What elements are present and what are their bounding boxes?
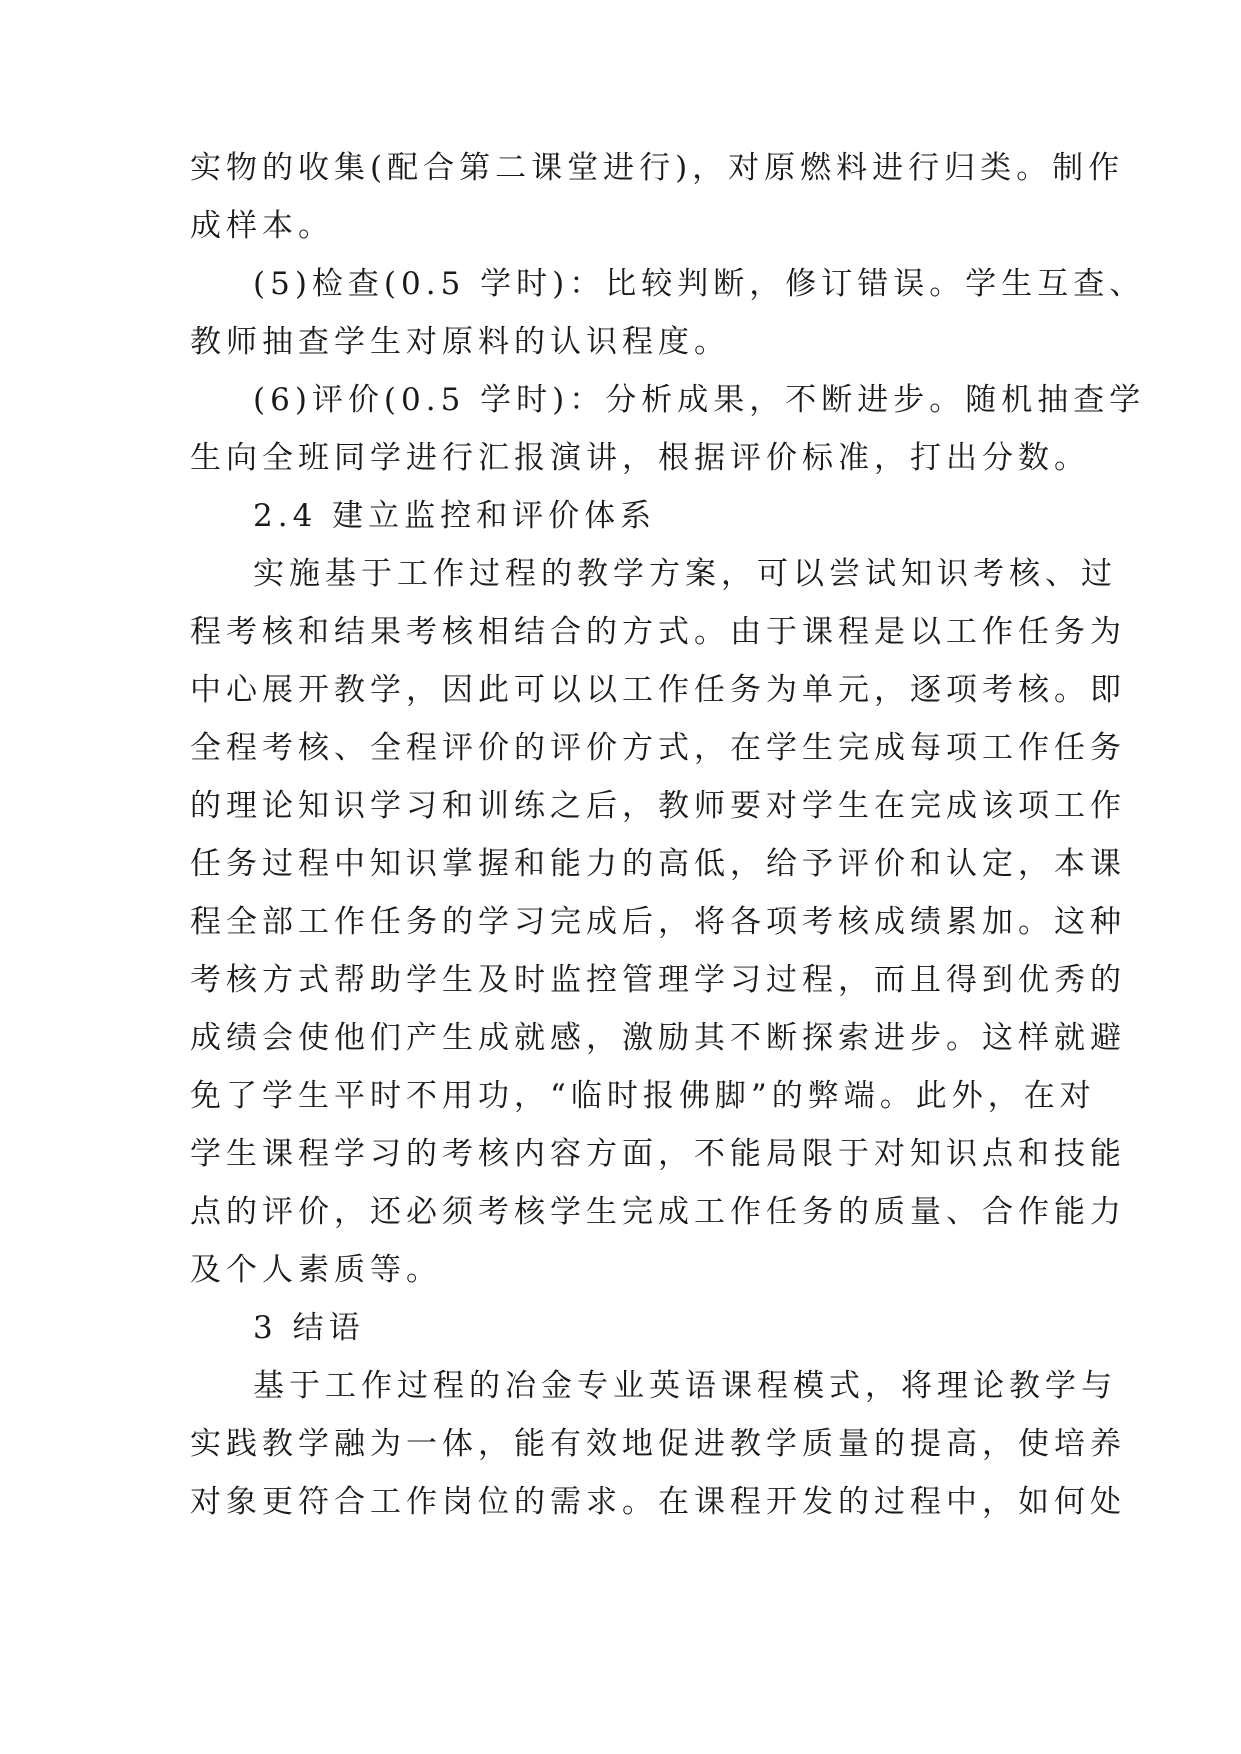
text-line: (6)评价(0.5 学时)：分析成果，不断进步。随机抽查学 xyxy=(253,382,1146,418)
text-line: 基于工作过程的冶金专业英语课程模式，将理论教学与 xyxy=(253,1368,1117,1404)
section-heading: 2.4 建立监控和评价体系 xyxy=(253,498,657,534)
text-line: 成绩会使他们产生成就感，激励其不断探索进步。这样就避 xyxy=(190,1020,1126,1056)
text-line: 实物的收集(配合第二课堂进行)，对原燃料进行归类。制作 xyxy=(190,150,1125,186)
text-line: 程全部工作任务的学习完成后，将各项考核成绩累加。这种 xyxy=(190,904,1126,940)
text-line: 对象更符合工作岗位的需求。在课程开发的过程中，如何处 xyxy=(190,1484,1126,1520)
text-line: 全程考核、全程评价的评价方式，在学生完成每项工作任务 xyxy=(190,730,1126,766)
text-line: 成样本。 xyxy=(190,208,334,244)
text-line: 的理论知识学习和训练之后，教师要对学生在完成该项工作 xyxy=(190,788,1126,824)
text-line: 生向全班同学进行汇报演讲，根据评价标准，打出分数。 xyxy=(190,440,1090,476)
text-line: 点的评价，还必须考核学生完成工作任务的质量、合作能力 xyxy=(190,1194,1126,1230)
text-line: 免了学生平时不用功，“临时报佛脚”的弊端。此外，在对 xyxy=(190,1078,1096,1114)
text-line: 教师抽查学生对原料的认识程度。 xyxy=(190,324,730,360)
section-heading: 3 结语 xyxy=(253,1310,365,1346)
text-line: 实施基于工作过程的教学方案，可以尝试知识考核、过 xyxy=(253,556,1117,592)
text-line: 及个人素质等。 xyxy=(190,1252,442,1288)
text-line: 实践教学融为一体，能有效地促进教学质量的提高，使培养 xyxy=(190,1426,1126,1462)
text-line: 学生课程学习的考核内容方面，不能局限于对知识点和技能 xyxy=(190,1136,1126,1172)
text-line: 考核方式帮助学生及时监控管理学习过程，而且得到优秀的 xyxy=(190,962,1126,998)
text-line: 任务过程中知识掌握和能力的高低，给予评价和认定，本课 xyxy=(190,846,1126,882)
text-line: 中心展开教学，因此可以以工作任务为单元，逐项考核。即 xyxy=(190,672,1126,708)
text-line: 程考核和结果考核相结合的方式。由于课程是以工作任务为 xyxy=(190,614,1126,650)
text-line: (5)检查(0.5 学时)：比较判断，修订错误。学生互查、 xyxy=(253,266,1146,302)
